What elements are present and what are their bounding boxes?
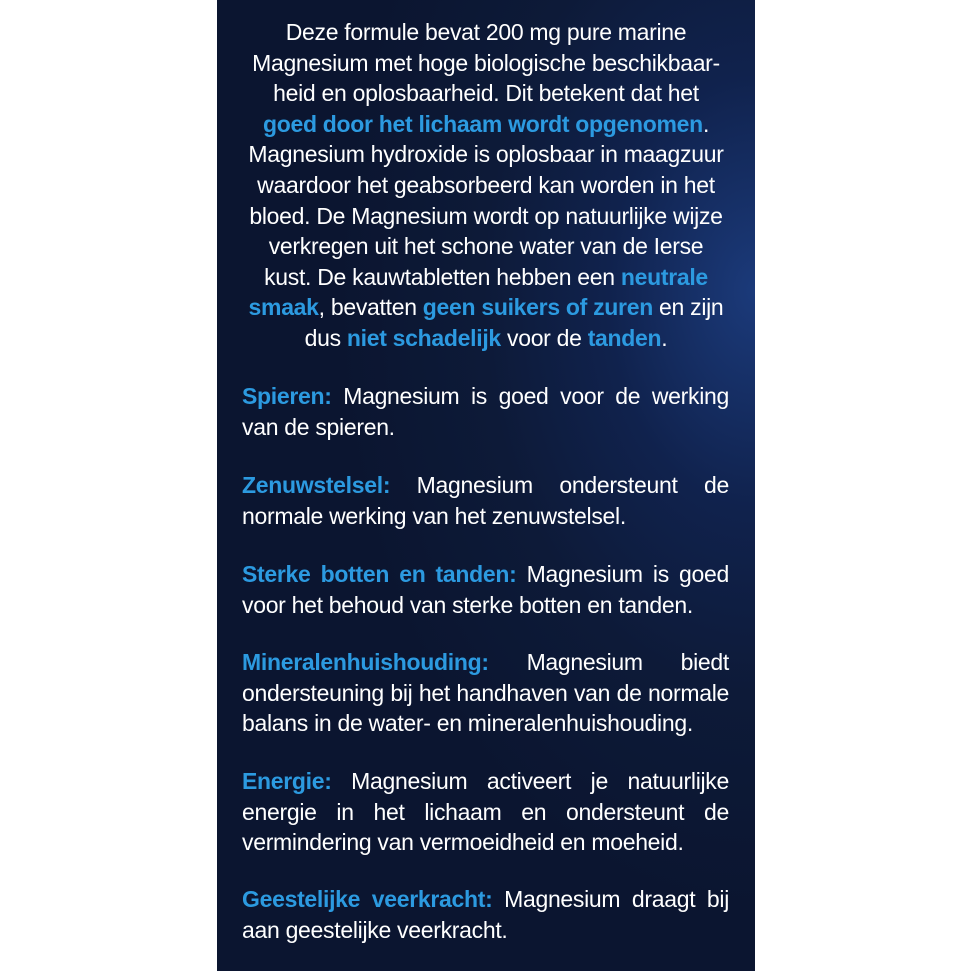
section-line: van de spieren. (242, 413, 395, 440)
intro-line: verkregen uit het schone water van de Ierse (268, 233, 704, 260)
section-text: Magnesium draagt bij (492, 886, 730, 912)
highlight-taste: smaak (248, 294, 319, 321)
intro-line (239, 323, 733, 354)
section-line: normale werking van het zenuwstelsel. (242, 502, 626, 529)
intro-line: Magnesium hydroxide is oplosbaar in maagzuur (248, 141, 724, 168)
section-line (242, 647, 729, 678)
intro-line: bloed. De Magnesium wordt op natuurlijke wijze (249, 202, 723, 229)
section-label: Mineralenhuishouding: (242, 649, 489, 675)
section-line (242, 559, 729, 590)
intro-line: Deze formule bevat 200 mg pure marine (285, 19, 687, 45)
section-botten (242, 559, 729, 620)
intro-line (239, 109, 733, 140)
intro-text: , bevatten (318, 294, 423, 321)
section-label: Spieren: (242, 383, 332, 409)
intro-text: dus (304, 324, 347, 351)
intro-text: . (661, 324, 668, 351)
section-line (242, 381, 729, 412)
section-line: voor het behoud van sterke botten en tanden. (242, 591, 693, 618)
intro-text: voor de (500, 324, 588, 351)
section-line (242, 884, 729, 915)
section-label: Energie: (242, 768, 332, 794)
section-text: Magnesium is goed (516, 561, 729, 587)
section-line (242, 470, 729, 501)
intro-line: heid en oplosbaarheid. Dit betekent dat het (273, 80, 699, 107)
section-text: Magnesium biedt (488, 649, 729, 675)
section-spieren (242, 381, 729, 442)
section-line: energie in het lichaam en ondersteunt de (242, 798, 729, 825)
intro-line (239, 292, 733, 323)
intro-line: Magnesium met hoge biologische beschikbaar- (252, 49, 720, 76)
section-line: ondersteuning bij het handhaven van de normale (242, 679, 729, 706)
product-info-panel (217, 0, 755, 971)
section-label: Geestelijke veerkracht: (242, 886, 493, 912)
intro-line (239, 262, 733, 293)
intro-text: en zijn (652, 294, 724, 321)
section-label: Sterke botten en tanden: (242, 561, 517, 587)
section-line (242, 766, 729, 797)
section-line: aan geestelijke veerkracht. (242, 916, 508, 943)
section-text: Magnesium ondersteunt de (390, 472, 729, 498)
intro-paragraph (239, 17, 733, 354)
section-label: Zenuwstelsel: (242, 472, 391, 498)
section-line: balans in de water- en mineralenhuishouding. (242, 710, 693, 737)
highlight-neutral: neutrale (620, 263, 708, 290)
section-text: Magnesium activeert je natuurlijke (331, 768, 729, 794)
section-energie (242, 766, 729, 858)
intro-text: . (702, 110, 710, 137)
highlight-not-harmful: niet schadelijk (346, 324, 501, 351)
highlight-teeth: tanden (587, 324, 662, 351)
intro-line: waardoor het geabsorbeerd kan worden in het (257, 171, 715, 198)
section-geest (242, 884, 729, 945)
section-zenuwstelsel (242, 470, 729, 531)
section-line: vermindering van vermoeidheid en moeheid. (242, 829, 684, 856)
highlight-absorption: goed door het lichaam wordt opgenomen (262, 110, 703, 137)
highlight-no-sugar: geen suikers of zuren (422, 294, 653, 321)
intro-text: kust. De kauwtabletten hebben een (264, 263, 621, 290)
section-mineralen (242, 647, 729, 739)
section-text: Magnesium is goed voor de werking (331, 383, 729, 409)
